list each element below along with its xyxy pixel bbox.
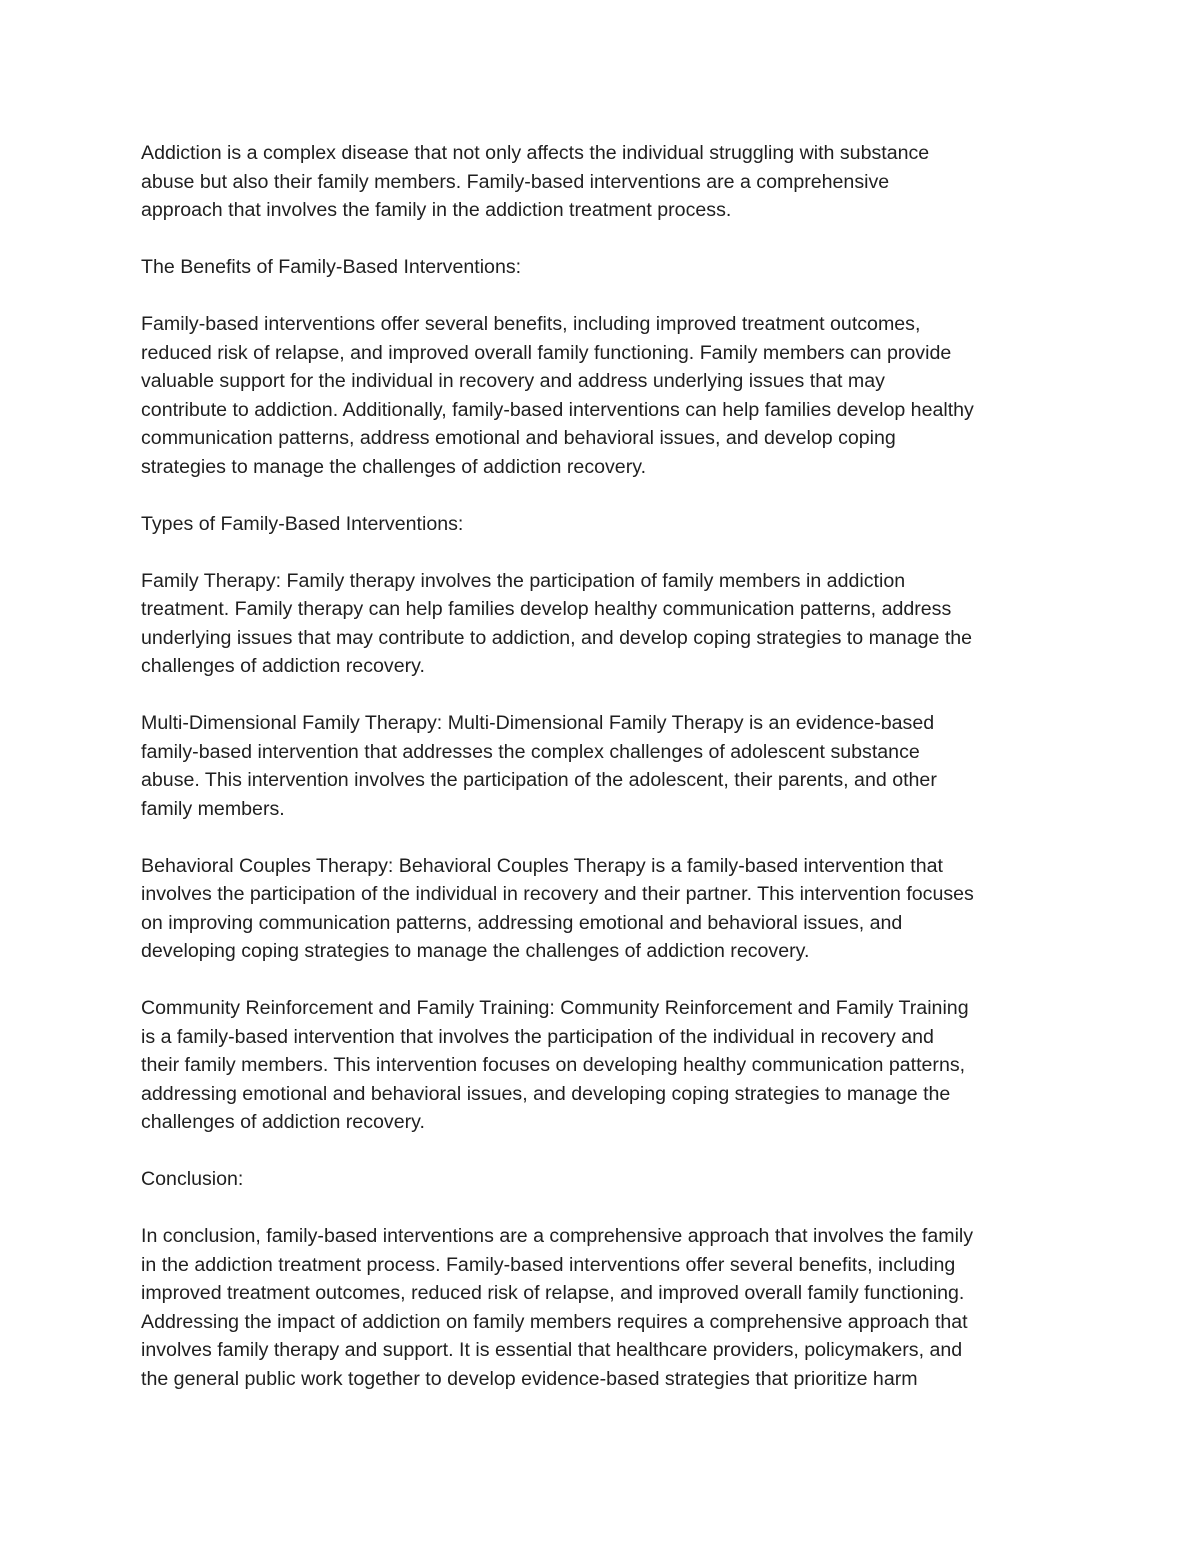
document-body: [141, 139, 1071, 1393]
benefits-paragraph: Family-based interventions offer several benefits, including improved treatment outcomes, reduced risk of relapse, and improved overall family functioning. Family members can provide valuable support for the individual in recovery and address underlying issues that may contribute to addiction. Additionally, family-based interventions can help families develop healthy communication patterns, address emotional and behavioral issues, and develop coping strategies to manage the challenges of addiction recovery.: [141, 313, 974, 478]
conclusion-paragraph: In conclusion, family-based interventions are a comprehensive approach that involves the family in the addiction treatment process. Family-based interventions offer several benefits, including improved treatment outcomes, reduced risk of relapse, and improved overall family functioning. Addressing the impact of addiction on family members requires a comprehensive approach that involves family therapy and support. It is essential that healthcare providers, policymakers, and the general public work together to develop evidence-based strategies that prioritize harm: [141, 1225, 974, 1390]
community-reinforcement-paragraph: Community Reinforcement and Family Training: Community Reinforcement and Family Training is a family-based intervention that involves the participation of the individual in recovery and their family members. This intervention focuses on developing healthy communication patterns, addressing emotional and behavioral issues, and developing coping strategies to manage the challenges of addiction recovery.: [141, 997, 969, 1133]
intro-paragraph: Addiction is a complex disease that not only affects the individual struggling with substance abuse but also their family members. Family-based interventions are a comprehensive approach that involves the family in the addiction treatment process.: [141, 142, 930, 221]
section-heading-benefits: The Benefits of Family-Based Interventions:: [141, 256, 522, 278]
multi-dimensional-family-therapy-paragraph: Multi-Dimensional Family Therapy: Multi-Dimensional Family Therapy is an evidence-based family-based intervention that addresses the complex challenges of adolescent substance abuse. This intervention involves the participation of the adolescent, their parents, and other family members.: [141, 712, 937, 820]
family-therapy-paragraph: Family Therapy: Family therapy involves the participation of family members in addiction treatment. Family therapy can help families develop healthy communication patterns, address underlying issues that may contribute to addiction, and develop coping strategies to manage the challenges of addiction recovery.: [141, 569, 973, 677]
section-heading-types: Types of Family-Based Interventions:: [141, 512, 464, 535]
section-heading-conclusion: Conclusion:: [141, 1168, 244, 1190]
behavioral-couples-therapy-paragraph: Behavioral Couples Therapy: Behavioral Couples Therapy is a family-based intervention that involves the participation of the individual in recovery and their partner. This intervention focuses on improving communication patterns, addressing emotional and behavioral issues, and developing coping strategies to manage the challenges of addiction recovery.: [141, 854, 974, 962]
